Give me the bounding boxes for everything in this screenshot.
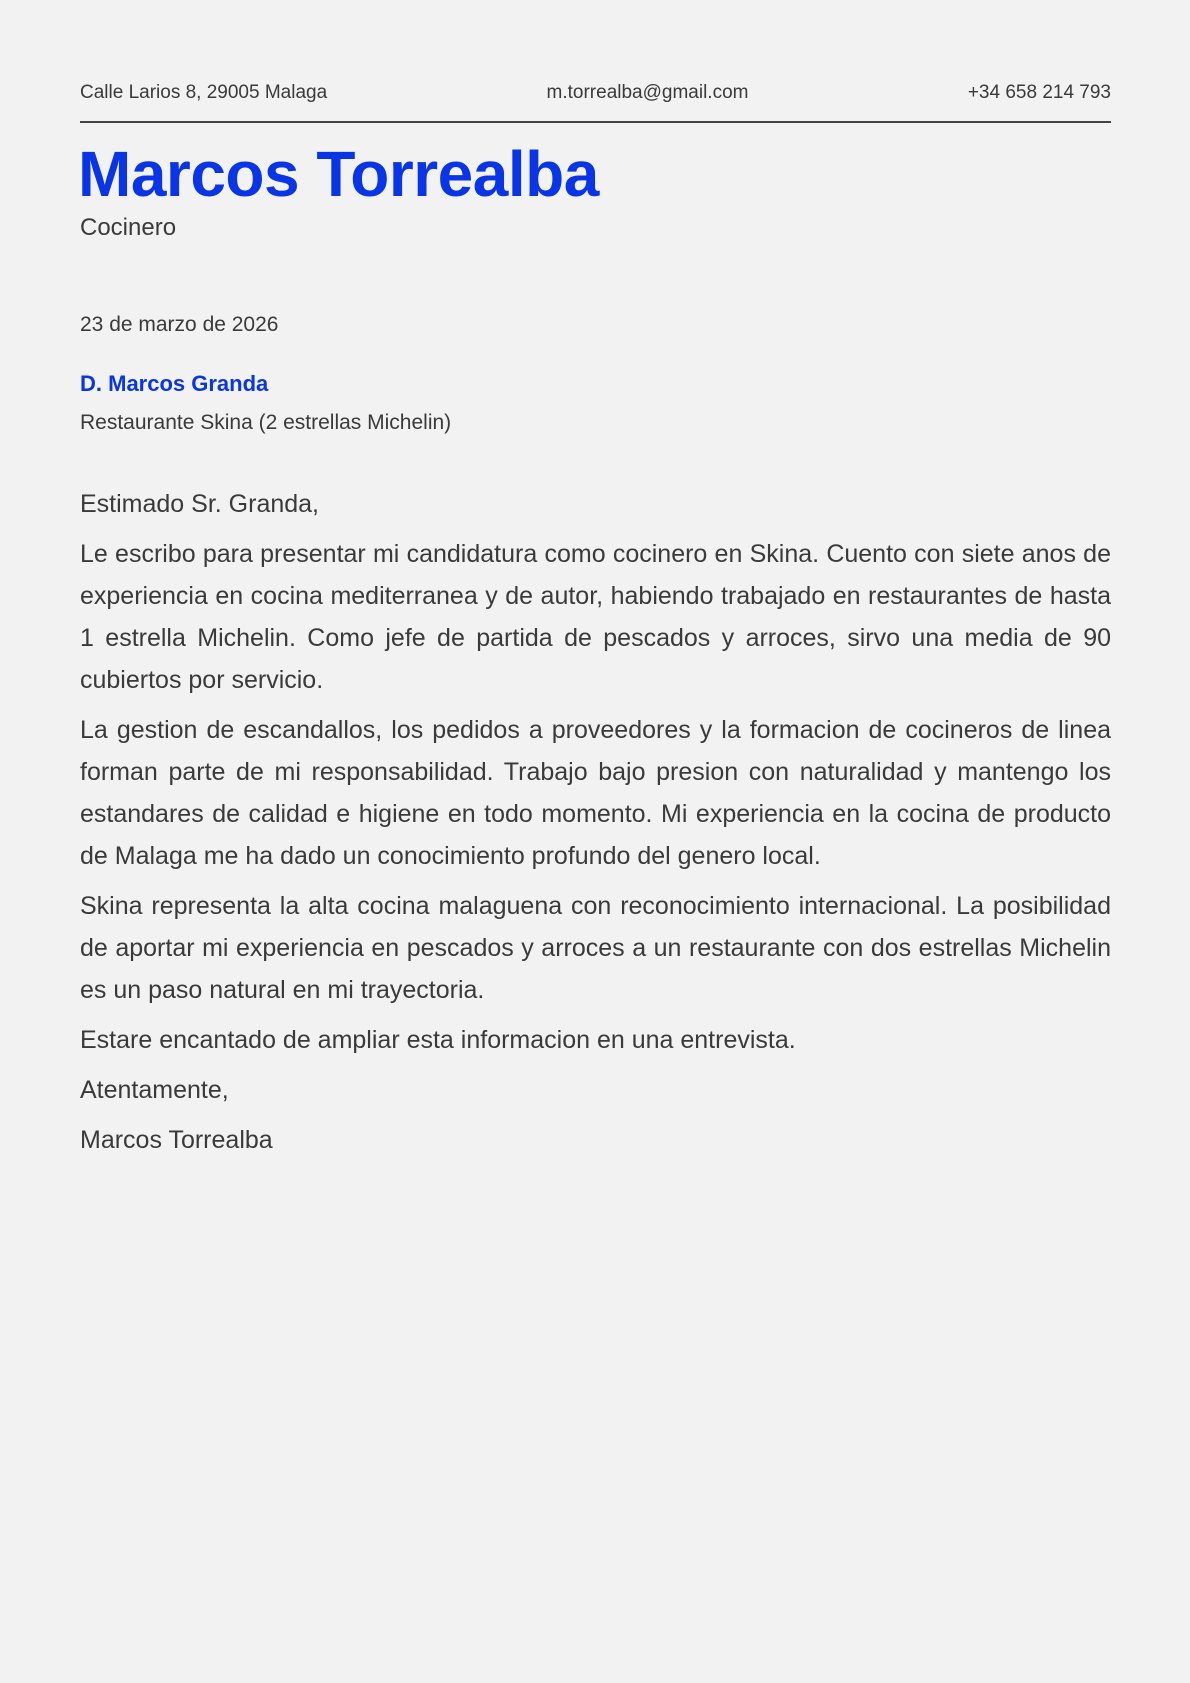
email: m.torrealba@gmail.com [546,82,749,103]
paragraph-motivation: Skina representa la alta cocina malaguena con reconocimiento internacional. La posibilidad de aportar mi experiencia en pescados y arroces a un restaurante con dos estrellas Michelin es un paso natural en mi trayectoria. [80,892,1111,1004]
salutation: Estimado Sr. Granda, [80,490,320,518]
contact-bar [80,81,1111,105]
closing: Atentamente, [80,1076,229,1104]
paragraph-interview: Estare encantado de ampliar esta informacion en una entrevista. [80,1026,796,1054]
signature: Marcos Torrealba [80,1126,273,1154]
letter-date: 23 de marzo de 2026 [80,313,279,336]
paragraph-responsibilities: La gestion de escandallos, los pedidos a proveedores y la formacion de cocineros de linea forman parte de mi responsabilidad. Trabajo bajo presion con naturalidad y mantengo los estandares de calidad e higiene en todo momento. Mi experiencia en la cocina de producto de Malaga me ha dado un conocimiento profundo del genero local. [80,716,1111,870]
phone: +34 658 214 793 [967,82,1111,103]
applicant-role: Cocinero [80,214,177,241]
applicant-name: Marcos Torrealba [78,138,599,210]
paragraph-intro: Le escribo para presentar mi candidatura como cocinero en Skina. Cuento con siete anos de experiencia en cocina mediterranea y de autor, habiendo trabajado en restaurantes de hasta 1 estrella Michelin. Como jefe de partida de pescados y arroces, sirvo una media de 90 cubiertos por servicio. [80,540,1111,694]
recipient-name: D. Marcos Granda [80,371,269,396]
address: Calle Larios 8, 29005 Malaga [80,82,328,103]
recipient-organization: Restaurante Skina (2 estrellas Michelin) [80,411,452,434]
letter-body [80,483,1111,1169]
header-divider [80,121,1111,123]
